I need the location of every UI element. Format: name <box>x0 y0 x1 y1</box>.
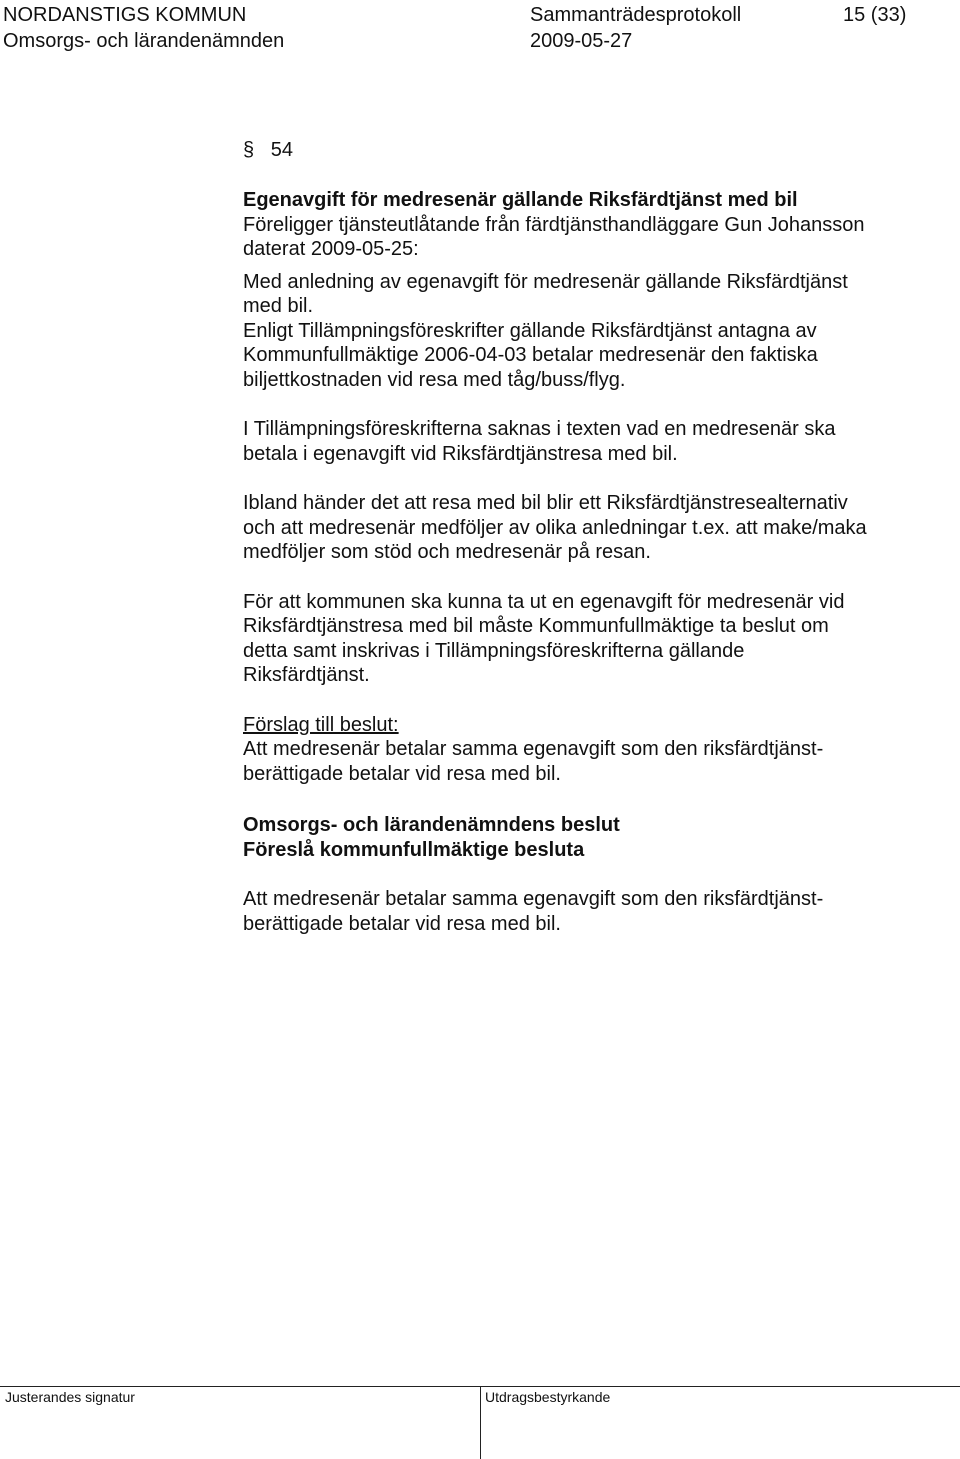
paragraph-4-line-2: och att medresenär medföljer av olika anledningar t.ex. att make/maka <box>243 516 867 539</box>
proposal-line-1: Att medresenär betalar samma egenavgift som den riksfärdtjänst- <box>243 738 824 760</box>
signature-label: Justerandes signatur <box>5 1389 135 1405</box>
section-sign-icon: § <box>243 139 255 161</box>
paragraph-2-line-3: biljettkostnaden vid resa med tåg/buss/flyg. <box>243 368 626 391</box>
proposal-heading: Förslag till beslut: <box>243 713 399 736</box>
paragraph-1-line-1: Med anledning av egenavgift för medresenär gällande Riksfärdtjänst <box>243 270 848 293</box>
paragraph-1-line-2: med bil. <box>243 295 314 317</box>
footer-divider <box>480 1386 481 1459</box>
paragraph-2-line-2: Kommunfullmäktige 2006-04-03 betalar medresenär den faktiska <box>243 344 818 366</box>
committee-name: Omsorgs- och lärandenämnden <box>3 30 285 52</box>
document-type: Sammanträdesprotokoll <box>530 4 742 26</box>
paragraph-5-line-3: detta samt inskrivas i Tillämpningsföreskrifterna gällande <box>243 639 745 662</box>
org-name: NORDANSTIGS KOMMUN <box>3 4 247 26</box>
paragraph-3-line-2: betala i egenavgift vid Riksfärdtjänstresa med bil. <box>243 442 678 465</box>
certification-label: Utdragsbestyrkande <box>485 1389 611 1405</box>
decision-heading-1: Omsorgs- och lärandenämndens beslut <box>243 814 620 836</box>
section-number-value: 54 <box>270 139 294 161</box>
paragraph-4-line-1: Ibland händer det att resa med bil blir ett Riksfärdtjänstresealternativ <box>243 492 848 514</box>
proposal-line-2: berättigade betalar vid resa med bil. <box>243 762 561 785</box>
document-body <box>243 188 943 936</box>
decision-line-1: Att medresenär betalar samma egenavgift som den riksfärdtjänst- <box>243 888 824 910</box>
decision-heading-2: Föreslå kommunfullmäktige besluta <box>243 838 585 861</box>
paragraph-5-line-2: Riksfärdtjänstresa med bil måste Kommunfullmäktige ta beslut om <box>243 615 829 637</box>
page-number: 15 (33) <box>843 4 907 26</box>
paragraph-3-line-1: I Tillämpningsföreskrifterna saknas i texten vad en medresenär ska <box>243 418 836 440</box>
meeting-date: 2009-05-27 <box>530 30 633 52</box>
intro-line-1: Föreligger tjänsteutlåtande från färdtjänsthandläggare Gun Johansson <box>243 213 865 236</box>
intro-line-2: daterat 2009-05-25: <box>243 238 419 260</box>
paragraph-5-line-4: Riksfärdtjänst. <box>243 664 370 686</box>
section-title: Egenavgift för medresenär gällande Riksfärdtjänst med bil <box>243 189 798 211</box>
section-number <box>243 137 293 163</box>
paragraph-4-line-3: medföljer som stöd och medresenär på resan. <box>243 541 651 563</box>
page-header <box>0 0 960 60</box>
paragraph-2-line-1: Enligt Tillämpningsföreskrifter gällande Riksfärdtjänst antagna av <box>243 319 817 342</box>
paragraph-5-line-1: För att kommunen ska kunna ta ut en egenavgift för medresenär vid <box>243 590 845 613</box>
decision-line-2: berättigade betalar vid resa med bil. <box>243 912 561 935</box>
